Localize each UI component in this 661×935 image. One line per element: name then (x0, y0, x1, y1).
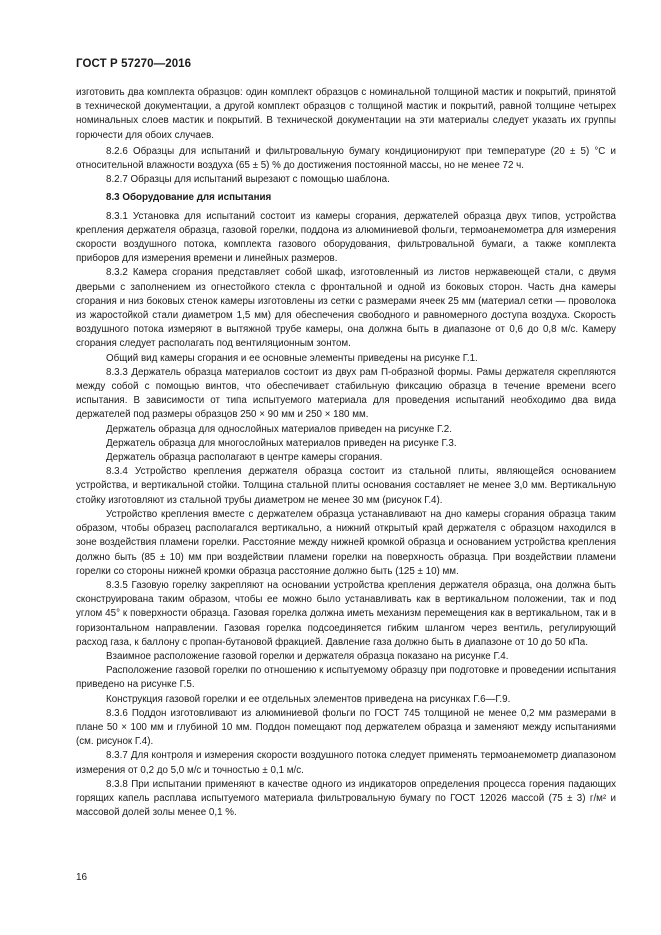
paragraph: Держатель образца для однослойных материалов приведен на рисунке Г.2. (106, 423, 452, 435)
page-number: 16 (76, 872, 88, 883)
paragraph: 8.3.6 Поддон изготовливают из алюминиевой фольги по ГОСТ 745 толщиной не менее 0,2 мм размерами в плане 50 × 100 мм и глубиной 10 мм. Поддон помещают под держателем образца и заменяют между испытаниями (см. рисунок Г.4). (76, 707, 616, 748)
paragraph: Взаимное расположение газовой горелки и держателя образца показано на рисунке Г.4. (106, 650, 509, 662)
paragraph: 8.3.8 При испытании применяют в качестве одного из индикаторов определения процесса горения падающих горящих капель расплава испытуемого материала фильтровальную бумагу по ГОСТ 12026 массой (75 ± 3) г/м² и массовой долей золы менее 0,1 %. (76, 778, 616, 819)
paragraph: Расположение газовой горелки по отношению к испытуемому образцу при подготовке и проведении испытания приведено на рисунке Г.5. (76, 665, 616, 691)
paragraph: изготовить два комплекта образцов: один комплект образцов с номинальной толщиной мастик и покрытий, принятой в технической документации, а другой комплект образцов с толщиной мастик и покрытий, равной толщине четырех номинальных слоев мастик и покрытий. В технической документации на эти материалы следует указать их группы горючести для обоих случаев. (76, 87, 616, 141)
paragraph: 8.3.7 Для контроля и измерения скорости воздушного потока следует применять термоанемометр диапазоном измерения от 0,2 до 5,0 м/с и точностью ± 0,1 м/с. (76, 750, 616, 776)
paragraph: Держатель образца располагают в центре камеры сгорания. (106, 452, 383, 464)
paragraph: 8.2.7 Образцы для испытаний вырезают с помощью шаблона. (106, 174, 390, 186)
paragraph: 8.3.2 Камера сгорания представляет собой шкаф, изготовленный из листов нержавеющей стали, с двумя дверьми с заполнением из огнестойкого стекла с фронтальной и одной из боковых сторон. Часть дна камеры сгорания и низ боковых стенок камеры изготовлены из сетки с размерами ячеек 25 мм (материал сетки — проволока из жаростойкой стали диаметром 1,5 мм) для обеспечения свободного и равномерного доступа воздуха. Скорость воздушного потока измеряют в вытяжной трубе камеры, она должна быть в диапазоне от 0,6 до 0,8 м/с. Камеру сгорания следует располагать под вентиляционным зонтом. (76, 267, 616, 350)
paragraph: Устройство крепления вместе с держателем образца устанавливают на дно камеры сгорания образца таким образом, чтобы образец располагался вертикально, а нижний открытый край держателя с образцом находился в зоне воздействия пламени горелки. Расстояние между нижней кромкой образца и основанием устройства крепления должно быть (85 ± 10) мм при воздействии пламени горелки на поверхность образца. При воздействии пламени горелки со стороны нижней кромки образца расстояние должно быть (125 ± 10) мм. (76, 508, 616, 577)
paragraph: Общий вид камеры сгорания и ее основные элементы приведены на рисунке Г.1. (106, 352, 478, 364)
paragraph: Конструкция газовой горелки и ее отдельных элементов приведена на рисунках Г.6—Г.9. (106, 693, 511, 705)
paragraph: 8.3.4 Устройство крепления держателя образца состоит из стальной плиты, являющейся основанием устройства, и вертикальной стойки. Толщина стальной плиты основания составляет не менее 3,0 мм. Вертикальную стойку изготовляют из стальной трубы диаметром не менее 30 мм (рисунок Г.4). (76, 466, 616, 506)
document-body (76, 86, 616, 820)
section-heading: 8.3 Оборудование для испытания (106, 192, 272, 204)
paragraph: 8.3.3 Держатель образца материалов состоит из двух рам П-образной формы. Рамы держателя скрепляются между собой с помощью винтов, что обеспечивает стабильную фиксацию образца в течение времени всего испытания. В зависимости от типа испытуемого материала для проведения испытаний необходимо два вида держателей под размеры образцов 250 × 90 мм и 250 × 180 мм. (76, 366, 616, 421)
paragraph: 8.3.5 Газовую горелку закрепляют на основании устройства крепления держателя образца, она должна быть сконструирована таким образом, чтобы ее можно было устанавливать как в вертикальном положении, так и под углом 45° к поверхности образца. Газовая горелка должна иметь механизм перемещения как в вертикальном, так и в горизонтальном направлении. Газовая горелка подсоединяется гибким шлангом через вентиль, регулирующий расход газа, к баллону с пропан-бутановой фракцией. Давление газа должно быть в диапазоне от 10 до 50 кПа. (76, 579, 616, 648)
document-header: ГОСТ Р 57270—2016 (76, 58, 192, 70)
paragraph: Держатель образца для многослойных материалов приведен на рисунке Г.3. (106, 437, 457, 449)
paragraph: 8.3.1 Установка для испытаний состоит из камеры сгорания, держателей образца двух типов, устройства крепления держателя образца, газовой горелки, поддона из алюминиевой фольги, термоанемометра для измерения скорости воздушного потока, комплекта газового оборудования, фильтровальной бумаги, а также комплекта приборов для измерения времени и линейных размеров. (76, 210, 616, 265)
paragraph: 8.2.6 Образцы для испытаний и фильтровальную бумагу кондиционируют при температуре (20 ± 5) °С и относительной влажности воздуха (65 ± 5) % до достижения постоянной массы, но не менее 72 ч. (76, 145, 616, 172)
